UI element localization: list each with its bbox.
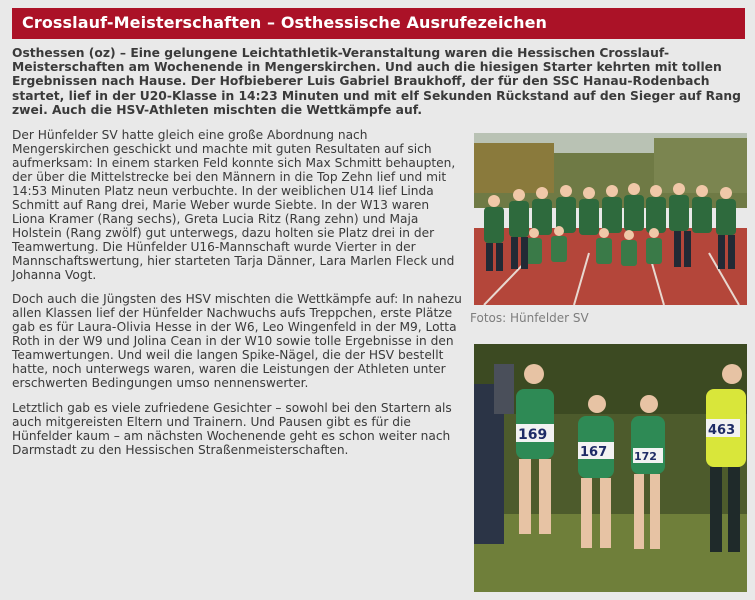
article-title-bar xyxy=(12,8,745,39)
bib-number: 172 xyxy=(634,450,657,463)
photo-caption: Fotos: Hünfelder SV xyxy=(470,311,589,325)
article-title: Crosslauf-Meisterschaften – Osthessische Ausrufezeichen xyxy=(22,13,548,32)
bib-number: 169 xyxy=(518,427,548,443)
article-lead: Osthessen (oz) – Eine gelungene Leichtathletik-Veranstaltung waren die Hessischen Crosslauf-Meisterschaften am Wochenende in Mengerskirchen. Und auch die hiesigen Starter kehrten mit tollen Ergebnissen nach Hause. Der Hofbieberer Luis Gabriel Braukhoff, der für den SSC Hanau-Rodenbach startet, lief in der U20-Klasse in 14:23 Minuten und mit elf Sekunden Rückstand auf den Sieger auf Rang zwei. Auch die HSV-Athleten mischten die Wettkämpfe auf. xyxy=(12,46,741,117)
race-photo[interactable] xyxy=(474,344,747,592)
article-paragraph: Doch auch die Jüngsten des HSV mischten die Wettkämpfe auf: In nahezu allen Klassen lief der Hünfelder Nachwuchs aufs Treppchen, erste Plätze gab es für Laura-Olivia Hesse in der W6, Leo Wingenfeld in der M9, Lotta Roth in der W9 und Jolina Cean in der W10 sowie tolle Ergebnisse in den Teamwertungen. Und weil die langen Spike-Nägel, die der HSV bestellt hatte, noch unterwegs waren, waren die Leistungen der Athleten unter erschwerten Bedingungen umso nennenswerter. xyxy=(12,292,462,390)
article-paragraph: Letztlich gab es viele zufriedene Gesichter – sowohl bei den Startern als auch mitgereisten Eltern und Trainern. Und Pausen gibt es für die Hünfelder kaum – am nächsten Wochenende geht es schon weiter nach Darmstadt zu den Hessischen Straßenmeisterschaften. xyxy=(12,401,452,457)
team-photo[interactable] xyxy=(474,133,747,305)
bib-number: 167 xyxy=(580,445,608,460)
article-paragraph: Der Hünfelder SV hatte gleich eine große Abordnung nach Mengerskirchen geschickt und machte mit guten Resultaten auf sich aufmerksam: In einem starken Feld konnte sich Max Schmitt behaupten, der über die Mittelstrecke bei den Männern in die Top Zehn lief und mit 14:53 Minuten Platz neun verbuchte. In der weiblichen U14 lief Linda Schmitt auf Rang drei, Marie Weber wurde Siebte. In der W13 waren Liona Kramer (Rang sechs), Greta Lucia Ritz (Rang zehn) und Maja Holstein (Rang zwölf) gut unterwegs, dazu holten sie Platz drei in der Teamwertung. Die Hünfelder U16-Mannschaft wurde Vierter in der Mannschaftswertung, hier starteten Tarja Dänner, Lara Marlen Fleck und Johanna Vogt. xyxy=(12,128,456,282)
bib-number: 463 xyxy=(708,423,736,438)
